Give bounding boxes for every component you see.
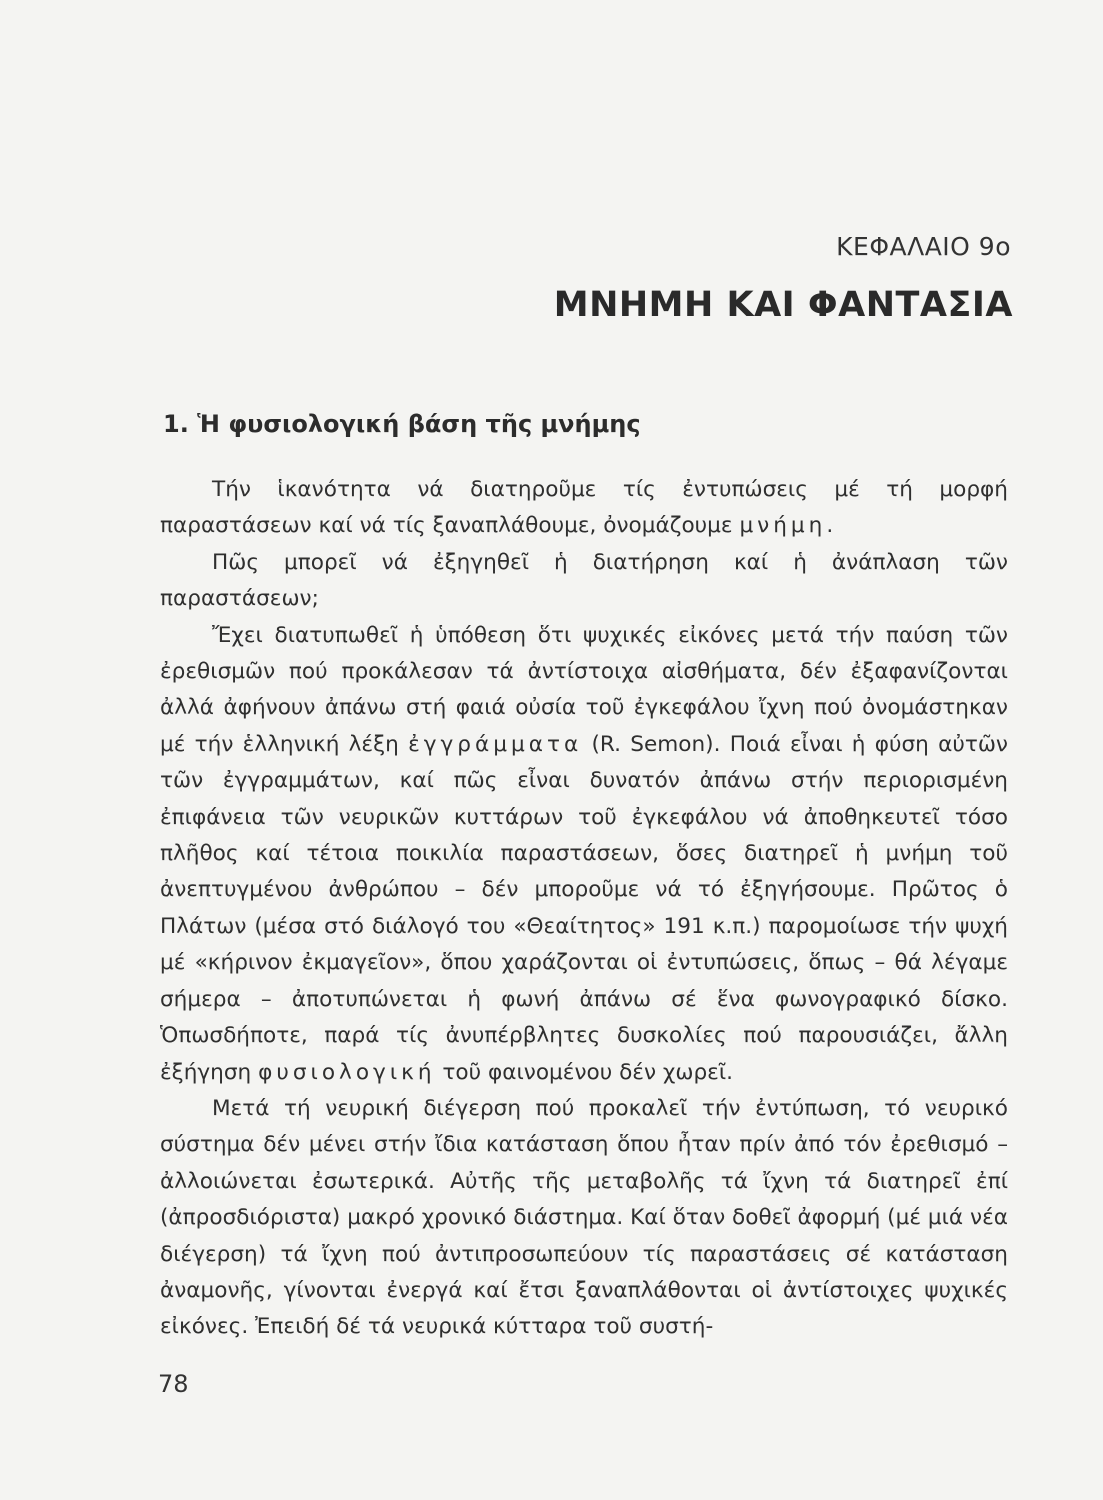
paragraph-3 <box>160 618 1008 1091</box>
chapter-title: ΜΝΗΜΗ ΚΑΙ ΦΑΝΤΑΣΙΑ <box>553 285 1013 325</box>
paragraph-1 <box>160 472 1008 545</box>
spaced-term-physiologiki: φυσιολογική <box>258 1059 436 1085</box>
paragraph-3-text-c: τοῦ φαινομένου δέν χωρεῖ. <box>435 1059 733 1085</box>
paragraph-1-text-b: . <box>826 513 834 539</box>
spaced-term-engrammata: ἐγγράμματα <box>408 731 583 757</box>
paragraph-4: Μετά τή νευρική διέγερση πού προκαλεῖ τήν ἐντύπωση, τό νευρικό σύστημα δέν μένει στήν ἴδια κατάσταση ὅπου ἦταν πρίν ἀπό τόν ἐρεθισμό – ἀλλοιώνεται ἐσωτερικά. Αὐτῆς τῆς μεταβολῆς τά ἴχνη τά διατηρεῖ ἐπί (ἀπροσδιόριστα) μακρό χρονικό διάστημα. Καί ὅταν δοθεῖ ἀφορμή (μέ μιά νέα διέγερση) τά ἴχνη πού ἀντιπροσωπεύουν τίς παραστάσεις σέ κατάσταση ἀναμονῆς, γίνονται ἐνεργά καί ἔτσι ξαναπλάθονται οἱ ἀντίστοιχες ψυχικές εἰκόνες. Ἐπειδή δέ τά νευρικά κύτταρα τοῦ συστή- <box>160 1095 1008 1340</box>
section-heading: 1. Ἡ φυσιολογική βάση τῆς μνήμης <box>163 410 641 438</box>
paragraph-2: Πῶς μπορεῖ νά ἐξηγηθεῖ ἡ διατήρηση καί ἡ ἀνάπλαση τῶν παραστάσεων; <box>160 549 1008 612</box>
body-text <box>160 472 1008 1346</box>
paragraph-3-text-b: (R. Semon). Ποιά εἶναι ἡ φύση αὐτῶν τῶν ἐγγραμμάτων, καί πῶς εἶναι δυνατόν ἀπάνω στήν περιορισμένη ἐπιφάνεια τῶν νευρικῶν κυττάρων τοῦ ἐγκεφάλου νά ἀποθηκευτεῖ τόσο πλῆθος καί τέτοια ποικιλία παραστάσεων, ὅσες διατηρεῖ ἡ μνήμη τοῦ ἀνεπτυγμένου ἀνθρώπου – δέν μποροῦμε νά τό ἐξηγήσουμε. Πρῶτος ὁ Πλάτων (μέσα στό διάλογό του «Θεαίτητος» 191 κ.π.) παρομοίωσε τήν ψυχή μέ «κήρινον ἐκμαγεῖον», ὅπου χαράζονται οἱ ἐντυπώσεις, ὅπως – θά λέγαμε σήμερα – ἀποτυπώνεται ἡ φωνή ἀπάνω σέ ἕνα φωνογραφικό δίσκο. Ὁπωσδήποτε, παρά τίς ἀνυπέρβλητες δυσκολίες πού παρουσιάζει, ἄλλη ἐξήγηση <box>160 731 1008 1085</box>
paragraph-3-text-a: Ἔχει διατυπωθεῖ ἡ ὑπόθεση ὅτι ψυχικές εἰκόνες μετά τήν παύση τῶν ἐρεθισμῶν πού προκάλεσαν τά ἀντίστοιχα αἰσθήματα, δέν ἐξαφανίζονται ἀλλά ἀφήνουν ἀπάνω στή φαιά οὐσία τοῦ ἐγκεφάλου ἴχνη πού ὀνομάστηκαν μέ τήν ἑλληνική λέξη <box>160 622 1008 757</box>
chapter-label: ΚΕΦΑΛΑΙΟ 9ο <box>836 232 1011 261</box>
page-number: 78 <box>158 1370 189 1398</box>
spaced-term-mneme: μνήμη <box>739 513 827 539</box>
paragraph-1-text-a: Τήν ἱκανότητα νά διατηροῦμε τίς ἐντυπώσεις μέ τή μορφή παραστάσεων καί νά τίς ξαναπλάθουμε, ὀνομάζουμε <box>160 477 1008 539</box>
